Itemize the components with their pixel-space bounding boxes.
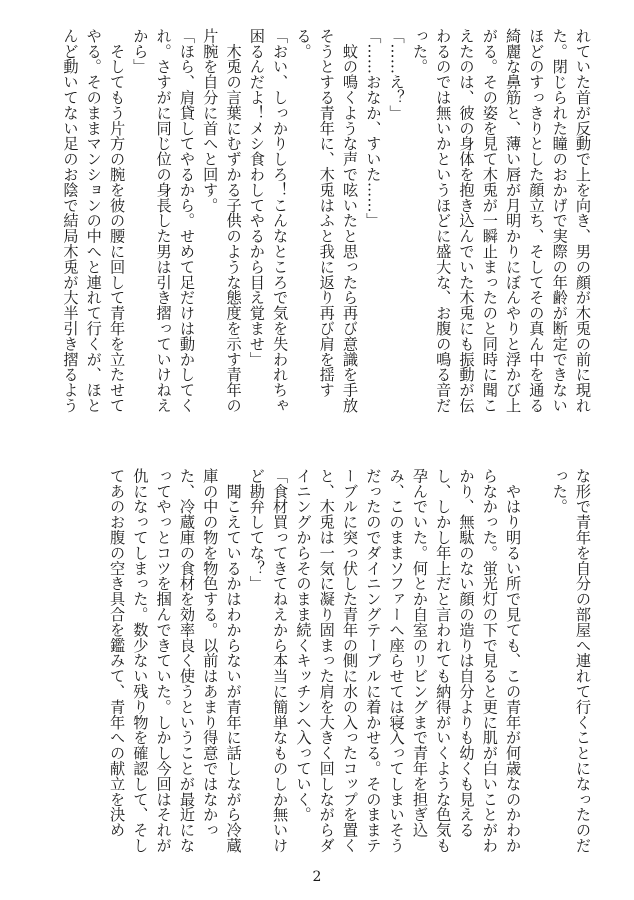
page-number: 2: [312, 869, 322, 885]
text-line: 庫の中の物を物色する。以前はあまり得意ではなかっ: [201, 468, 220, 838]
text-line: な形で青年を自分の部屋へ連れて行くことになったのだ: [574, 468, 592, 853]
text-line: ほどのすっきりとした顔立ち、そしてその真ん中を通る: [527, 28, 546, 413]
text-line: 仇になってしまった。数少ない残り物を確認して、そし: [131, 468, 150, 853]
text-line: そしてもう片方の腕を彼の腰に回して青年を立たせて: [108, 28, 127, 413]
text-line: 片腕を自分に首へと回す。: [201, 28, 220, 213]
text-line: から」: [131, 28, 150, 75]
text-line: がる。その姿を見て木兎が一瞬止まったのと同時に聞こ: [480, 28, 499, 413]
text-line: んど動いてない足のお陰で結局木兎が大半引き摺るよう: [61, 28, 80, 413]
text-line: た、冷蔵庫の食材を効率良く使うということが最近にな: [177, 468, 196, 853]
text-line: 困るんだよ！メシ食わしてやるから目え覚ませ」: [247, 28, 266, 367]
text-line: る。: [294, 28, 313, 59]
text-line: 「おい、しっかりしろ！こんなところで気を失われちゃ: [271, 28, 290, 413]
text-line: れ。さすがに同じ位の身長した男は引き摺っていけねえ: [154, 28, 173, 413]
text-line: イニングからそのまま続くキッチンへ入っていく。: [294, 468, 313, 823]
text-block-upper: [61, 28, 594, 434]
text-line: 綺麗な鼻筋と、薄い唇が月明かりにぼんやりと浮かび上: [504, 28, 523, 413]
text-line: と、木兎は一気に凝り固まった肩を大きく回しながらダ: [317, 468, 336, 853]
text-line: た。閉じられた瞳のおかげで実際の年齢が断定できない: [550, 28, 569, 413]
text-line: み、このままソファーへ座らせては寝入ってしまいそう: [387, 468, 406, 853]
text-line: だったのでダイニングテーブルに着かせる。そのままテ: [364, 468, 383, 853]
text-line: ーブルに突っ伏した青年の側に水の入ったコップを置く: [341, 468, 360, 853]
text-line: やはり明るい所で見ても、この青年が何歳なのかわか: [504, 468, 523, 853]
text-line: [524, 468, 547, 874]
text-line: かり、無駄のない顔の造りは自分よりも幼くも見える: [457, 468, 476, 838]
text-block-lower: [64, 468, 594, 874]
text-line: てあのお腹の空き具合を鑑みて、青年への献立を決め: [108, 468, 127, 838]
text-line: ってやっとコツを掴んできていた。しかし今回はそれが: [154, 468, 173, 853]
text-line: 木兎の言葉にむずかる子供のような態度を示す青年の: [224, 28, 243, 413]
text-line: った。: [410, 28, 429, 75]
text-line: わるのでは無いかというほどに盛大な、お腹の鳴る音だ: [434, 28, 453, 413]
text-line: 孕んでいた。何とか自室のリビングまで青年を担ぎ込: [410, 468, 429, 838]
text-line: そうとする青年に、木兎はふと我に返り再び肩を揺す: [317, 28, 336, 398]
text-line: 「ほら、肩貸してやるから。せめて足だけは動かしてく: [177, 28, 196, 413]
text-line: れていた首が反動で上を向き、男の顔が木兎の前に現れ: [574, 28, 592, 413]
text-line: 蚊の鳴くような声で呟いたと思ったら再び意識を手放: [341, 28, 360, 413]
text-line: えたのは、彼の身体を抱き込んでいた木兎にも振動が伝: [457, 28, 476, 413]
text-line: らなかった。蛍光灯の下で見ると更に肌が白いことがわ: [480, 468, 499, 853]
text-line: 「食材買ってきてねえから本当に簡単なものしか無いけ: [271, 468, 290, 853]
text-line: し、しかし年上だと言われても納得がいくような色気も: [434, 468, 453, 853]
text-line: 聞こえているかはわからないが青年に話しながら冷蔵: [224, 468, 243, 853]
text-line: 「……え？」: [387, 28, 406, 121]
text-line: ど勘弁してな？」: [247, 468, 266, 592]
text-line: やる。そのままマンションの中へと連れて行くが、ほと: [84, 28, 103, 413]
text-line: 「……おなか、すいた……」: [364, 28, 383, 229]
text-line: った。: [550, 468, 569, 515]
